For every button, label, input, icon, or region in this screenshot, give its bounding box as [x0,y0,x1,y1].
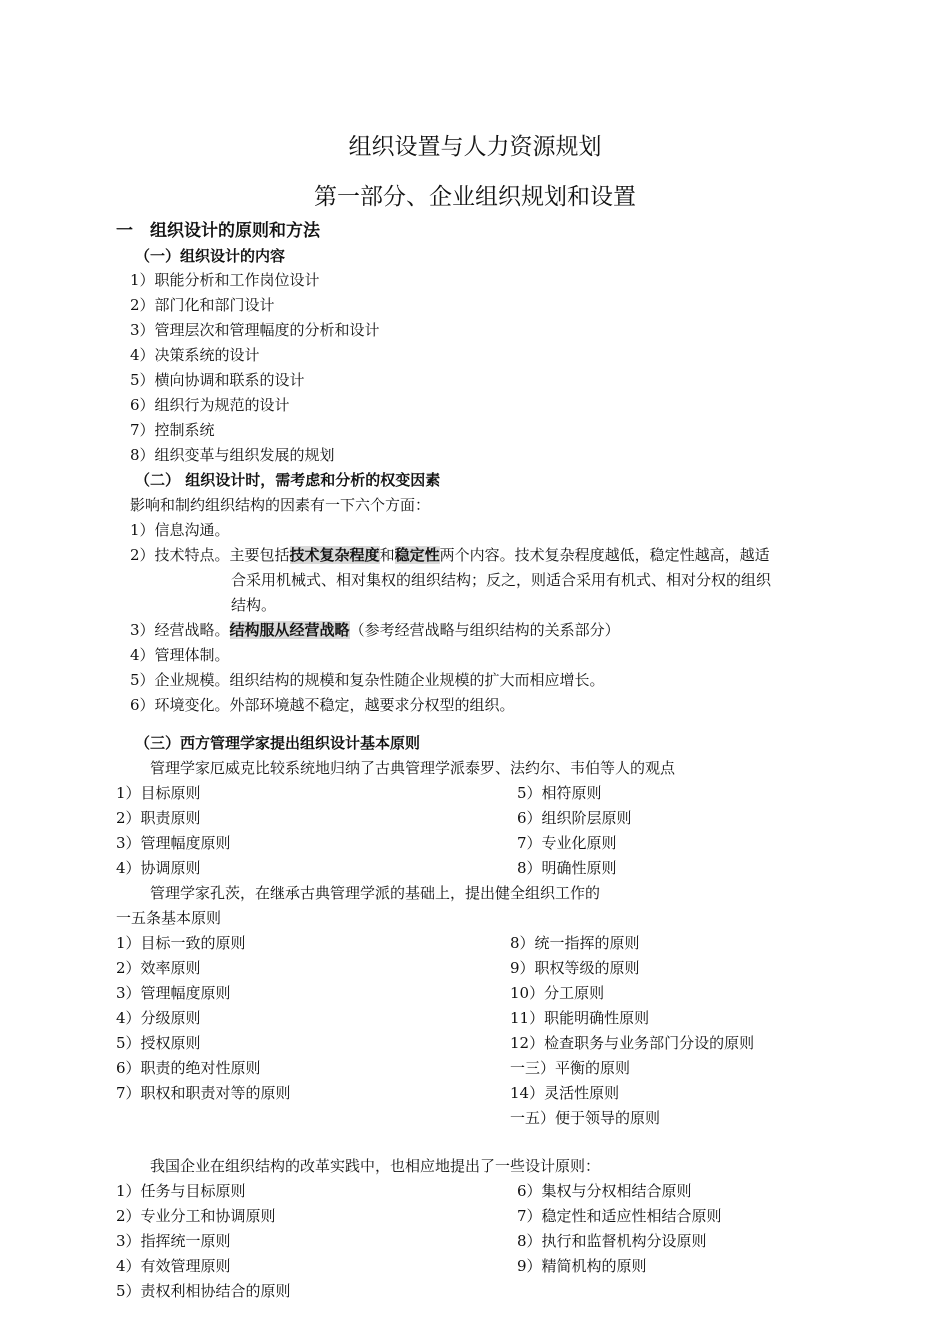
content-item: 7）控制系统 [130,421,215,439]
principle-item: 4）有效管理原则 [116,1257,231,1275]
principle-item: 10）分工原则 [510,984,605,1002]
highlight-strategy: 结构服从经营战略 [229,621,350,639]
highlight-tech-complexity: 技术复杂程度 [289,546,380,564]
content-item: 1）职能分析和工作岗位设计 [130,271,320,289]
principle-item: 9）职权等级的原则 [510,959,640,977]
document-subtitle: 第一部分、企业组织规划和设置 [314,184,636,210]
part2-heading: （二） 组织设计时，需考虑和分析的权变因素 [135,471,441,489]
content-item: 5）横向协调和联系的设计 [130,371,305,389]
urwick-intro: 管理学家厄威克比较系统地归纳了古典管理学派泰罗、法约尔、韦伯等人的观点 [150,759,676,777]
highlight-stability: 稳定性 [394,546,440,564]
factor-1: 1）信息沟通。 [130,521,230,539]
content-item: 3）管理层次和管理幅度的分析和设计 [130,321,380,339]
koontz-intro: 管理学家孔茨，在继承古典管理学派的基础上，提出健全组织工作的 [150,884,601,902]
factor-3 [130,619,620,641]
factor-2 [130,544,770,566]
principle-item: 3）管理幅度原则 [116,834,231,852]
principle-item: 5）授权原则 [116,1034,201,1052]
principle-item: 一三）平衡的原则 [510,1059,631,1077]
koontz-intro-cont: 一五条基本原则 [116,909,222,927]
principle-item: 2）职责原则 [116,809,201,827]
principle-item: 7）专业化原则 [517,834,617,852]
principle-item: 6）组织阶层原则 [517,809,632,827]
principle-item: 一五）便于领导的原则 [510,1109,661,1127]
factor-2-continued: 合采用机械式、相对集权的组织结构；反之，则适合采用有机式、相对分权的组织 [231,571,772,589]
content-item: 2）部门化和部门设计 [130,296,275,314]
principle-item: 5）相符原则 [517,784,602,802]
principle-item: 1）任务与目标原则 [116,1182,246,1200]
principle-item: 12）检查职务与业务部门分设的原则 [510,1034,755,1052]
factor-4: 4）管理体制。 [130,646,230,664]
principle-item: 2）效率原则 [116,959,201,977]
factor-2-prefix: 2）技术特点。主要包括 [130,546,290,564]
part3-heading: （三）西方管理学家提出组织设计基本原则 [135,734,421,752]
factor-2-continued-end: 结构。 [231,596,277,614]
factor-5: 5）企业规模。组织结构的规模和复杂性随企业规模的扩大而相应增长。 [130,671,605,689]
principle-item: 2）专业分工和协调原则 [116,1207,276,1225]
principle-item: 7）稳定性和适应性相结合原则 [517,1207,722,1225]
principle-item: 3）指挥统一原则 [116,1232,231,1250]
principle-item: 6）集权与分权相结合原则 [517,1182,692,1200]
principle-item: 8）统一指挥的原则 [510,934,640,952]
principle-item: 6）职责的绝对性原则 [116,1059,261,1077]
part2-intro: 影响和制约组织结构的因素有一下六个方面： [130,496,431,514]
principle-item: 8）明确性原则 [517,859,617,877]
factor-2-text: 两个内容。技术复杂程度越低，稳定性越高，越适 [439,546,770,564]
principle-item: 4）协调原则 [116,859,201,877]
factor-3-prefix: 3）经营战略。 [130,621,230,639]
principle-item: 3）管理幅度原则 [116,984,231,1002]
principle-item: 7）职权和职责对等的原则 [116,1084,291,1102]
factor-6: 6）环境变化。外部环境越不稳定，越要求分权型的组织。 [130,696,515,714]
principle-item: 8）执行和监督机构分设原则 [517,1232,707,1250]
content-item: 4）决策系统的设计 [130,346,260,364]
china-intro: 我国企业在组织结构的改革实践中，也相应地提出了一些设计原则： [150,1157,601,1175]
principle-item: 1）目标一致的原则 [116,934,246,952]
principle-item: 1）目标原则 [116,784,201,802]
factor-2-and: 和 [379,546,395,564]
principle-item: 5）责权利相协结合的原则 [116,1282,291,1300]
principle-item: 9）精简机构的原则 [517,1257,647,1275]
part1-heading: （一）组织设计的内容 [135,247,286,265]
principle-item: 14）灵活性原则 [510,1084,620,1102]
section-heading: 一 组织设计的原则和方法 [116,221,320,241]
factor-3-note: （参考经营战略与组织结构的关系部分） [349,621,620,639]
document-title: 组织设置与人力资源规划 [348,134,602,160]
content-item: 6）组织行为规范的设计 [130,396,290,414]
principle-item: 11）职能明确性原则 [510,1009,650,1027]
principle-item: 4）分级原则 [116,1009,201,1027]
content-item: 8）组织变革与组织发展的规划 [130,446,335,464]
